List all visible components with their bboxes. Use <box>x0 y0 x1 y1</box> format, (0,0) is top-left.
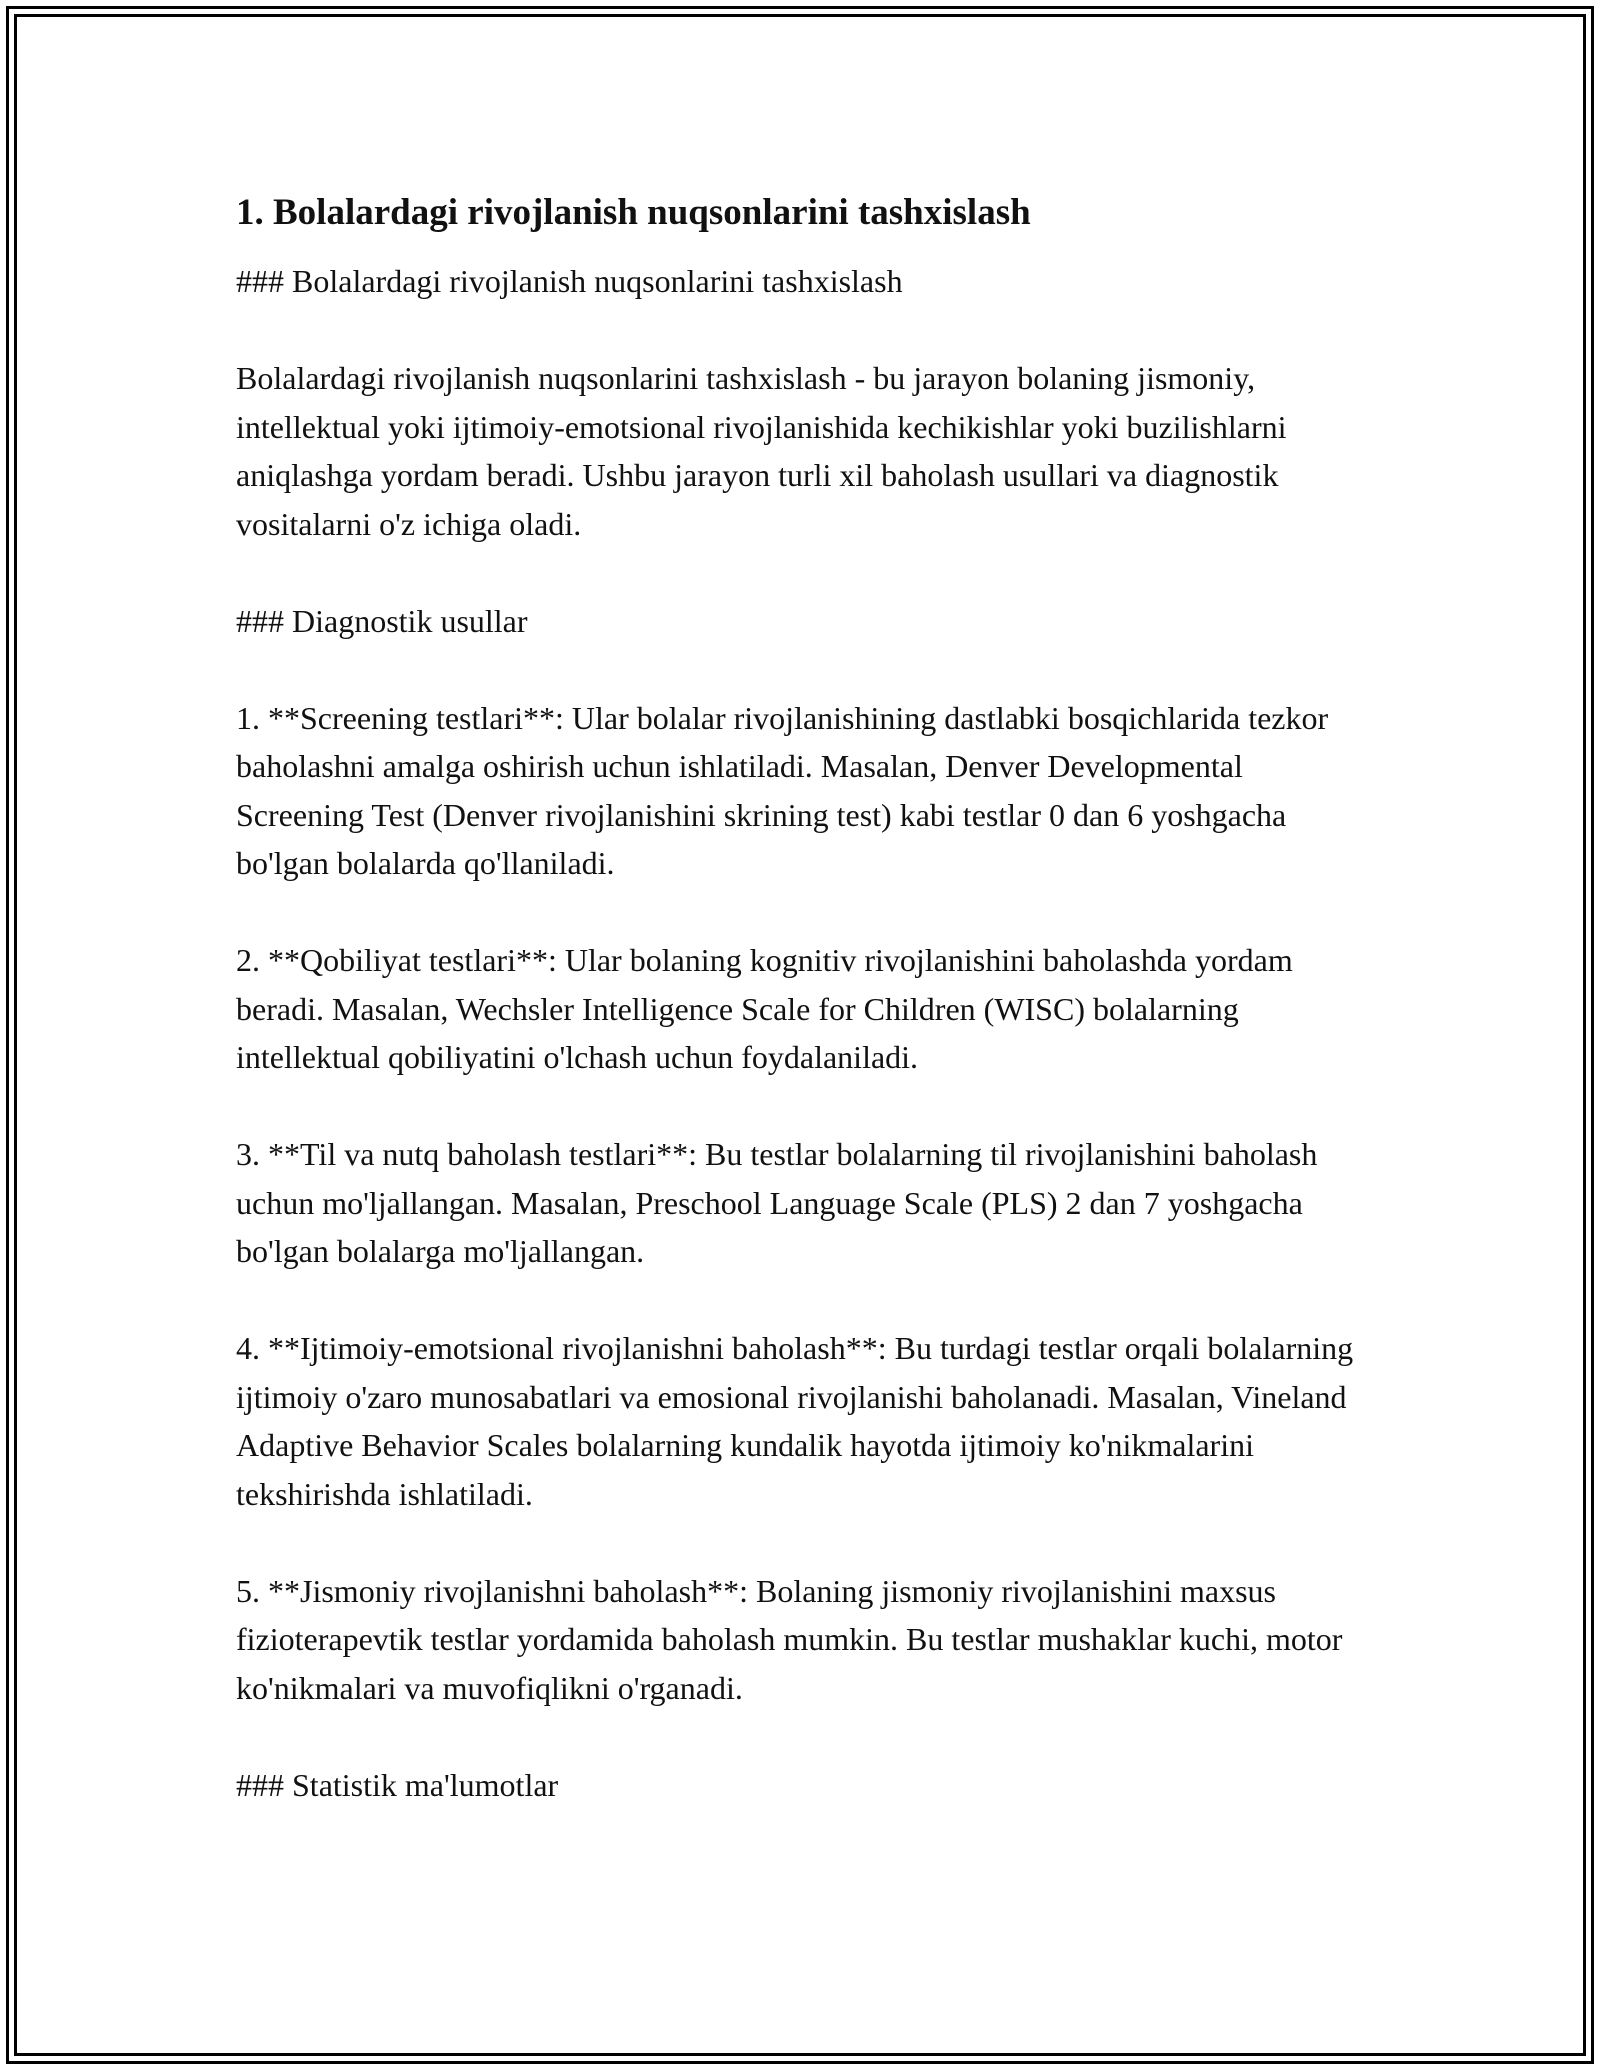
list-item: 1. **Screening testlari**: Ular bolalar rivojlanishining dastlabki bosqichlarida tezkor baholashni amalga oshirish uchun ishlatiladi. Masalan, Denver Developmental Screening Test (Denver rivojlanishini skrining test) kabi testlar 0 dan 6 yoshgacha bo'lgan bolalarda qo'llaniladi. <box>236 699 1329 881</box>
list-item: 5. **Jismoniy rivojlanishni baholash**: Bolaning jismoniy rivojlanishini maxsus fizioterapevtik testlar yordamida baholash mumkin. Bu testlar mushaklar kuchi, motor ko'nikmalari va muvofiqlikni o'rganadi. <box>236 1572 1343 1706</box>
intro-paragraph: Bolalardagi rivojlanish nuqsonlarini tashxislash - bu jarayon bolaning jismoniy, intellektual yoki ijtimoiy-emotsional rivojlanishida kechikishlar yoki buzilishlarni aniqlashga yordam beradi. Ushbu jarayon turli xil baholash usullari va diagnostik vositalarni o'z ichiga oladi. <box>236 360 1287 542</box>
section-heading: ### Bolalardagi rivojlanish nuqsonlarini tashxislash <box>236 263 903 299</box>
document-title: 1. Bolalardagi rivojlanish nuqsonlarini tashxislash <box>236 192 1031 233</box>
list-item: 4. **Ijtimoiy-emotsional rivojlanishni baholash**: Bu turdagi testlar orqali bolalarning ijtimoiy o'zaro munosabatlari va emosional rivojlanishi baholanadi. Masalan, Vineland Adaptive Behavior Scales bolalarning kundalik hayotda ijtimoiy ko'nikmalarini tekshirishda ishlatiladi. <box>236 1330 1354 1512</box>
list-item: 2. **Qobiliyat testlari**: Ular bolaning kognitiv rivojlanishini baholashda yordam beradi. Masalan, Wechsler Intelligence Scale for Children (WISC) bolalarning intellektual qobiliyatini o'lchash uchun foydalaniladi. <box>236 942 1293 1075</box>
list-item: 3. **Til va nutq baholash testlari**: Bu testlar bolalarning til rivojlanishini baholash uchun mo'ljallangan. Masalan, Preschool Language Scale (PLS) 2 dan 7 yoshgacha bo'lgan bolalarga mo'ljallangan. <box>236 1136 1318 1269</box>
document-body <box>236 185 1366 1858</box>
section-heading: ### Diagnostik usullar <box>236 602 528 639</box>
section-heading: ### Statistik ma'lumotlar <box>236 1766 559 1803</box>
